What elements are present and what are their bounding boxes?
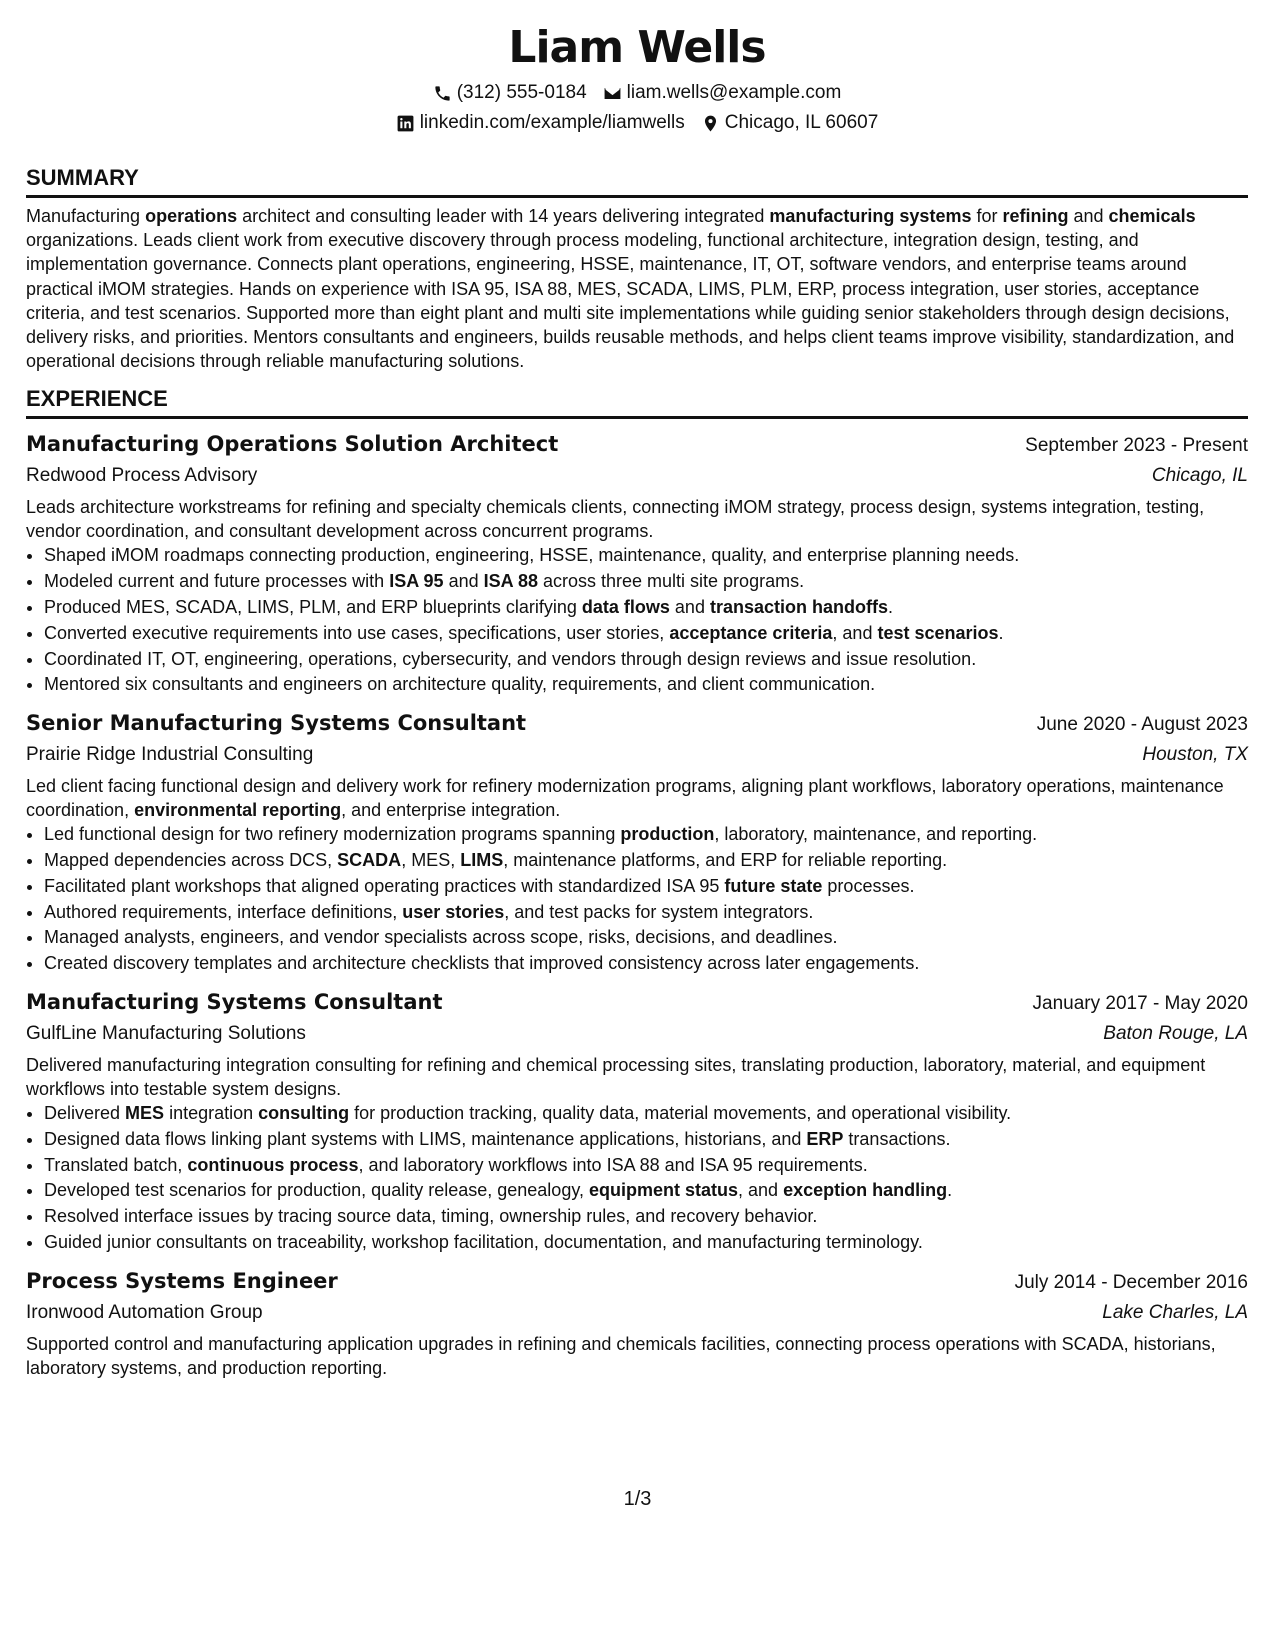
bold-keyword: transaction handoffs (709, 597, 888, 618)
job-description (26, 774, 1248, 822)
job-title: Senior Manufacturing Systems Consultant (26, 711, 527, 736)
email-contact[interactable] (603, 78, 842, 108)
job-entry (26, 987, 1248, 1256)
list-item (44, 874, 1248, 900)
text-segment: Produced MES, SCADA, LIMS, PLM, and ERP blueprints clarifying (44, 597, 582, 618)
job-title: Manufacturing Operations Solution Architect (26, 432, 559, 457)
list-item (44, 925, 1248, 951)
job-description (26, 495, 1248, 543)
bold-keyword: refining (1002, 206, 1069, 226)
text-segment: Authored requirements, interface definitions, (44, 901, 403, 922)
text-segment: for (971, 206, 1003, 226)
envelope-icon (603, 84, 622, 103)
bold-keyword: consulting (258, 1102, 350, 1123)
list-item (44, 1230, 1248, 1256)
summary-section (26, 164, 1248, 373)
experience-heading: EXPERIENCE (26, 385, 1248, 419)
summary-heading: SUMMARY (26, 164, 1248, 198)
text-segment: , and enterprise integration. (341, 800, 561, 821)
bold-keyword: equipment status (589, 1180, 739, 1201)
text-segment: . (887, 597, 893, 618)
job-location: Houston, TX (1142, 744, 1248, 766)
text-segment: and (443, 571, 484, 592)
list-item (44, 848, 1248, 874)
list-item (44, 543, 1248, 569)
job-bullets (26, 543, 1248, 698)
job-entry (26, 1266, 1248, 1380)
text-segment: Facilitated plant workshops that aligned operating practices with standardized ISA 95 (44, 875, 725, 896)
text-segment: Mentored six consultants and engineers on architecture quality, requirements, and client communication. (44, 674, 876, 695)
job-company: Redwood Process Advisory (26, 465, 258, 487)
bold-keyword: production (620, 824, 715, 845)
text-segment: . (947, 1180, 953, 1201)
job-company: Prairie Ridge Industrial Consulting (26, 744, 314, 766)
job-dates: July 2014 - December 2016 (1014, 1271, 1248, 1293)
text-segment: Led client facing functional design and delivery work for refinery modernization programs, aligning plant workflows, laboratory operations, maintenance coordination, (26, 776, 1224, 821)
resume-page (26, 18, 1248, 1380)
bold-keyword: chemicals (1108, 206, 1196, 226)
summary-text (26, 204, 1248, 373)
text-segment: transactions. (843, 1128, 951, 1149)
text-segment: Delivered (44, 1102, 126, 1123)
phone-icon (433, 84, 452, 103)
bold-keyword: ISA 88 (483, 571, 538, 592)
bold-keyword: continuous process (187, 1154, 359, 1175)
job-subheader (26, 461, 1248, 491)
list-item (44, 951, 1248, 977)
list-item (44, 672, 1248, 698)
list-item (44, 595, 1248, 621)
job-header (26, 987, 1248, 1019)
job-description (26, 1332, 1248, 1380)
text-segment: Leads architecture workstreams for refining and specialty chemicals clients, connecting iMOM strategy, process design, systems integration, testing, vendor coordination, and consultant development across concurrent programs. (26, 497, 1205, 542)
text-segment: , and test packs for system integrators. (504, 901, 814, 922)
bold-keyword: environmental reporting (134, 800, 342, 821)
text-segment: Managed analysts, engineers, and vendor specialists across scope, risks, decisions, and deadlines. (44, 927, 838, 948)
text-segment: Coordinated IT, OT, engineering, operations, cybersecurity, and vendors through design reviews and issue resolution. (44, 648, 977, 669)
job-location: Lake Charles, LA (1102, 1301, 1248, 1323)
job-location: Baton Rouge, LA (1103, 1022, 1248, 1044)
list-item (44, 822, 1248, 848)
text-segment: Manufacturing (26, 206, 146, 226)
map-marker-icon (701, 114, 720, 133)
job-list (26, 429, 1248, 1379)
text-segment: Supported control and manufacturing application upgrades in refining and chemicals facilities, connecting process operations with SCADA, historians, laboratory systems, and production reporting. (26, 1333, 1216, 1378)
bold-keyword: ERP (806, 1128, 844, 1149)
list-item (44, 900, 1248, 926)
job-company: Ironwood Automation Group (26, 1301, 263, 1323)
list-item (44, 621, 1248, 647)
job-header (26, 1266, 1248, 1298)
text-segment: integration (164, 1102, 259, 1123)
bold-keyword: manufacturing systems (769, 206, 972, 226)
text-segment: architect and consulting leader with 14 years delivering integrated (237, 206, 770, 226)
job-subheader (26, 1298, 1248, 1328)
list-item (44, 569, 1248, 595)
text-segment: Shaped iMOM roadmaps connecting production, engineering, HSSE, maintenance, quality, and enterprise planning needs. (44, 545, 1020, 566)
text-segment: Translated batch, (44, 1154, 188, 1175)
text-segment: Developed test scenarios for production, quality release, genealogy, (44, 1180, 589, 1201)
list-item (44, 1101, 1248, 1127)
bold-keyword: future state (724, 875, 823, 896)
phone-contact (433, 78, 587, 108)
text-segment: and (669, 597, 710, 618)
job-subheader (26, 1019, 1248, 1049)
text-segment: Converted executive requirements into use cases, specifications, user stories, (44, 622, 670, 643)
page-number: 1/3 (623, 1488, 652, 1510)
bold-keyword: ISA 95 (389, 571, 444, 592)
text-segment: , laboratory, maintenance, and reporting. (714, 824, 1038, 845)
phone-text: (312) 555-0184 (456, 82, 587, 103)
text-segment: Resolved interface issues by tracing source data, timing, ownership rules, and recovery behavior. (44, 1206, 818, 1227)
list-item (44, 647, 1248, 673)
bold-keyword: MES (125, 1102, 165, 1123)
location-contact (701, 108, 879, 138)
text-segment: , and laboratory workflows into ISA 88 and ISA 95 requirements. (358, 1154, 868, 1175)
job-dates: June 2020 - August 2023 (1036, 714, 1248, 736)
email-text[interactable]: liam.wells@example.com (626, 82, 842, 103)
bold-keyword: user stories (402, 901, 505, 922)
bold-keyword: exception handling (783, 1180, 948, 1201)
text-segment: Created discovery templates and architecture checklists that improved consistency across later engagements. (44, 953, 920, 974)
text-segment: , and (738, 1180, 784, 1201)
bold-keyword: acceptance criteria (669, 622, 833, 643)
text-segment: for production tracking, quality data, material movements, and operational visibility. (349, 1102, 1012, 1123)
contact-line-2 (26, 108, 1248, 138)
job-bullets (26, 822, 1248, 977)
bold-keyword: test scenarios (877, 622, 999, 643)
linkedin-text[interactable]: linkedin.com/example/liamwells (419, 112, 685, 133)
text-segment: across three multi site programs. (537, 571, 805, 592)
job-description (26, 1053, 1248, 1101)
job-title: Process Systems Engineer (26, 1268, 338, 1293)
bold-keyword: SCADA (337, 850, 402, 870)
job-dates: September 2023 - Present (1025, 435, 1248, 457)
job-location: Chicago, IL (1151, 465, 1248, 487)
job-entry (26, 708, 1248, 977)
job-subheader (26, 740, 1248, 770)
text-segment: processes. (822, 875, 915, 896)
text-segment: Delivered manufacturing integration consulting for refining and chemical processing sites, translating production, laboratory, material, and equipment workflows into testable system designs. (26, 1054, 1206, 1099)
bold-keyword: operations (145, 206, 238, 226)
text-segment: Guided junior consultants on traceability, workshop facilitation, documentation, and manufacturing terminology. (44, 1231, 923, 1252)
linkedin-contact[interactable] (396, 108, 685, 138)
text-segment: Designed data flows linking plant systems with LIMS, maintenance applications, historians, and (44, 1128, 807, 1149)
job-entry (26, 429, 1248, 698)
bold-keyword: data flows (581, 597, 670, 618)
text-segment: . (998, 622, 1004, 643)
job-header (26, 708, 1248, 740)
job-title: Manufacturing Systems Consultant (26, 989, 443, 1014)
text-segment: Led functional design for two refinery modernization programs spanning (44, 824, 621, 845)
contact-line-1 (26, 78, 1248, 108)
candidate-name: Liam Wells (508, 22, 766, 73)
linkedin-icon (396, 114, 415, 133)
job-bullets (26, 1101, 1248, 1256)
list-item (44, 1178, 1248, 1204)
text-segment: organizations. Leads client work from executive discovery through process modeling, functional architecture, integration design, testing, and implementation governance. Connects plant operations, engineering, HSSE, maintenance, IT, OT, software vendors, and enterprise teams around practical iMOM strategies. Hands on experience with ISA 95, ISA 88, MES, SCADA, LIMS, PLM, ERP, process integration, user stories, acceptance criteria, and test scenarios. Supported more than eight plant and multi site implementations while guiding senior stakeholders through design decisions, delivery risks, and priorities. Mentors consultants and engineers, builds reusable methods, and helps client teams improve visibility, standardization, and operational decisions through reliable manufacturing solutions. (26, 230, 1235, 372)
text-segment: , maintenance platforms, and ERP for reliable reporting. (503, 850, 948, 870)
location-text: Chicago, IL 60607 (724, 112, 879, 133)
text-segment: Mapped dependencies across DCS, (44, 850, 338, 870)
list-item (44, 1127, 1248, 1153)
job-company: GulfLine Manufacturing Solutions (26, 1022, 306, 1044)
text-segment: , MES, (401, 850, 461, 870)
text-segment: Modeled current and future processes with (44, 571, 390, 592)
experience-section (26, 385, 1248, 1379)
text-segment: , and (832, 622, 878, 643)
list-item (44, 1204, 1248, 1230)
job-dates: January 2017 - May 2020 (1032, 992, 1248, 1014)
text-segment: and (1068, 206, 1109, 226)
bold-keyword: LIMS (460, 850, 504, 870)
list-item (44, 1153, 1248, 1179)
job-header (26, 429, 1248, 461)
